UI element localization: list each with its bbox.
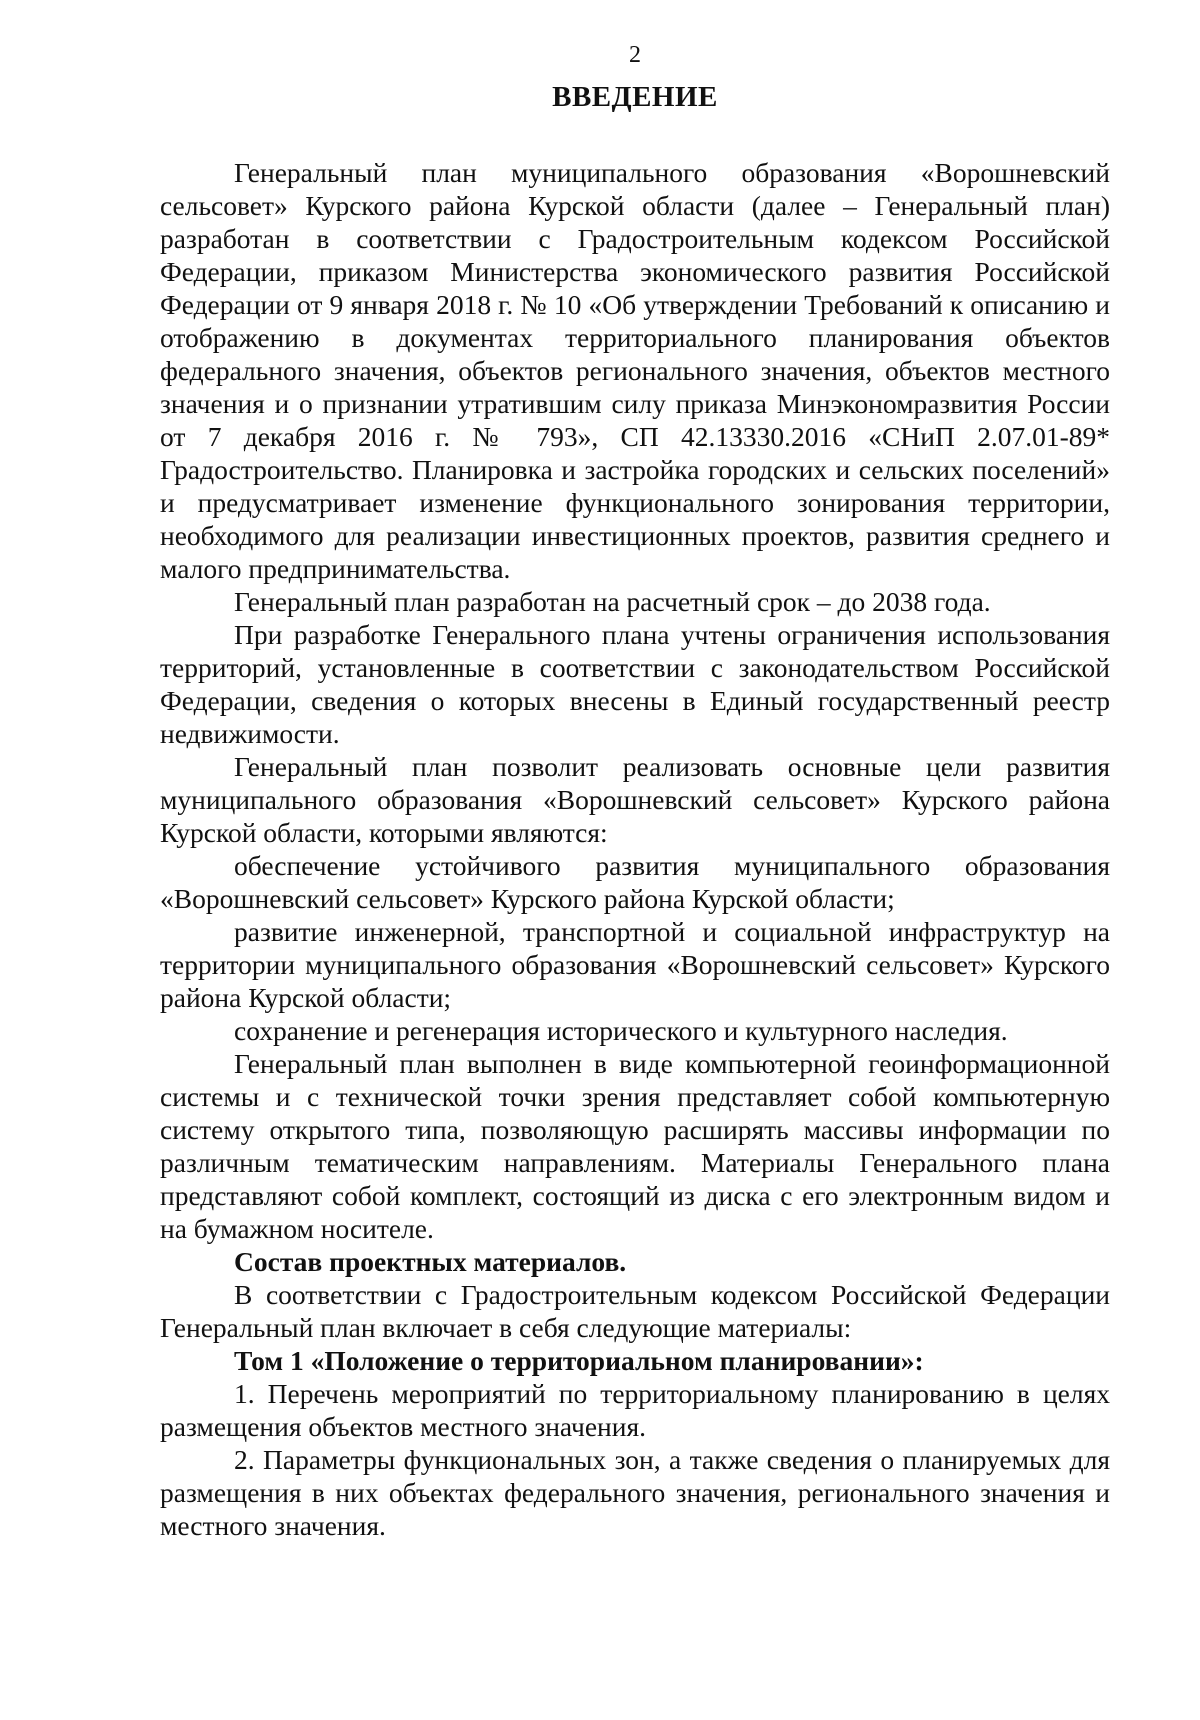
page-number: 2 xyxy=(629,42,641,68)
paragraph-materials: В соответствии с Градостроительным кодексом Российской Федерации Генеральный план включает в себя следующие материалы: xyxy=(160,1279,1110,1343)
paragraph-goal-3: сохранение и регенерация исторического и культурного наследия. xyxy=(234,1015,1008,1046)
list-item-1: 1. Перечень мероприятий по территориальному планированию в целях размещения объектов местного значения. xyxy=(160,1378,1110,1442)
paragraph-term: Генеральный план разработан на расчетный срок – до 2038 года. xyxy=(234,586,991,617)
paragraph-restrictions: При разработке Генерального плана учтены ограничения использования территорий, установленные в соответствии с законодательством Российской Федерации, сведения о которых внесены в Единый государственный реестр недвижимости. xyxy=(160,619,1110,749)
list-item-2: 2. Параметры функциональных зон, а также сведения о планируемых для размещения в них объектах федерального значения, регионального значения и местного значения. xyxy=(160,1444,1110,1541)
subheading-materials: Состав проектных материалов. xyxy=(234,1246,627,1277)
paragraph-goals: Генеральный план позволит реализовать основные цели развития муниципального образования «Ворошневский сельсовет» Курского района Курской области, которыми являются: xyxy=(160,751,1110,848)
paragraph-goal-1: обеспечение устойчивого развития муниципального образования «Ворошневский сельсовет» Курского района Курской области; xyxy=(160,850,1110,914)
paragraph-intro: Генеральный план муниципального образования «Ворошневский сельсовет» Курского района Курской области (далее – Генеральный план) разработан в соответствии с Градостроительным кодексом Российской Федерации, приказом Министерства экономического развития Российской Федерации от 9 января 2018 г. № 10 «Об утверждении Требований к описанию и отображению в документах территориального планирования объектов федерального значения, объектов регионального значения, объектов местного значения и о признании утратившим силу приказа Минэкономразвития России от 7 декабря 2016 г. № 793», СП 42.13330.2016 «СНиП 2.07.01-89* Градостроительство. Планировка и застройка городских и сельских поселений» и предусматривает изменение функционального зонирования территории, необходимого для реализации инвестиционных проектов, развития среднего и малого предпринимательства. xyxy=(160,157,1110,584)
paragraph-gis: Генеральный план выполнен в виде компьютерной геоинформационной системы и с технической точки зрения представляет собой компьютерную систему открытого типа, позволяющую расширять массивы информации по различным тематическим направлениям. Материалы Генерального плана представляют собой комплект, состоящий из диска с его электронным видом и на бумажном носителе. xyxy=(160,1048,1110,1244)
subheading-volume-1: Том 1 «Положение о территориальном планировании»: xyxy=(234,1345,924,1376)
section-heading: ВВЕДЕНИЕ xyxy=(552,81,718,113)
paragraph-goal-2: развитие инженерной, транспортной и социальной инфраструктур на территории муниципального образования «Ворошневский сельсовет» Курского района Курской области; xyxy=(160,916,1110,1013)
document-page xyxy=(160,40,1110,1542)
